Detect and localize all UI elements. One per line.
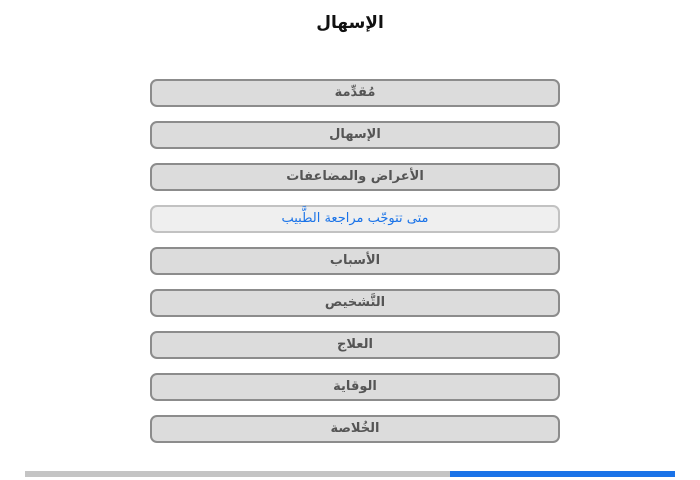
menu-item-introduction[interactable]: مُقدِّمة [150,79,560,107]
menu-item-prevention[interactable]: الوقاية [150,373,560,401]
progress-fill [450,471,675,477]
menu-item-causes[interactable]: الأسباب [150,247,560,275]
menu-item-when-to-see-doctor[interactable]: متى تتوجّب مراجعة الطَّبيب [150,205,560,233]
menu-item-treatment[interactable]: العلاج [150,331,560,359]
topic-menu [150,79,560,457]
menu-item-diarrhea[interactable]: الإسهال [150,121,560,149]
menu-item-diagnosis[interactable]: التَّشخيص [150,289,560,317]
page-title: الإسهال [316,13,384,33]
menu-item-summary[interactable]: الخُلاصة [150,415,560,443]
menu-item-symptoms[interactable]: الأعراض والمضاعفات [150,163,560,191]
progress-bar [25,471,675,477]
